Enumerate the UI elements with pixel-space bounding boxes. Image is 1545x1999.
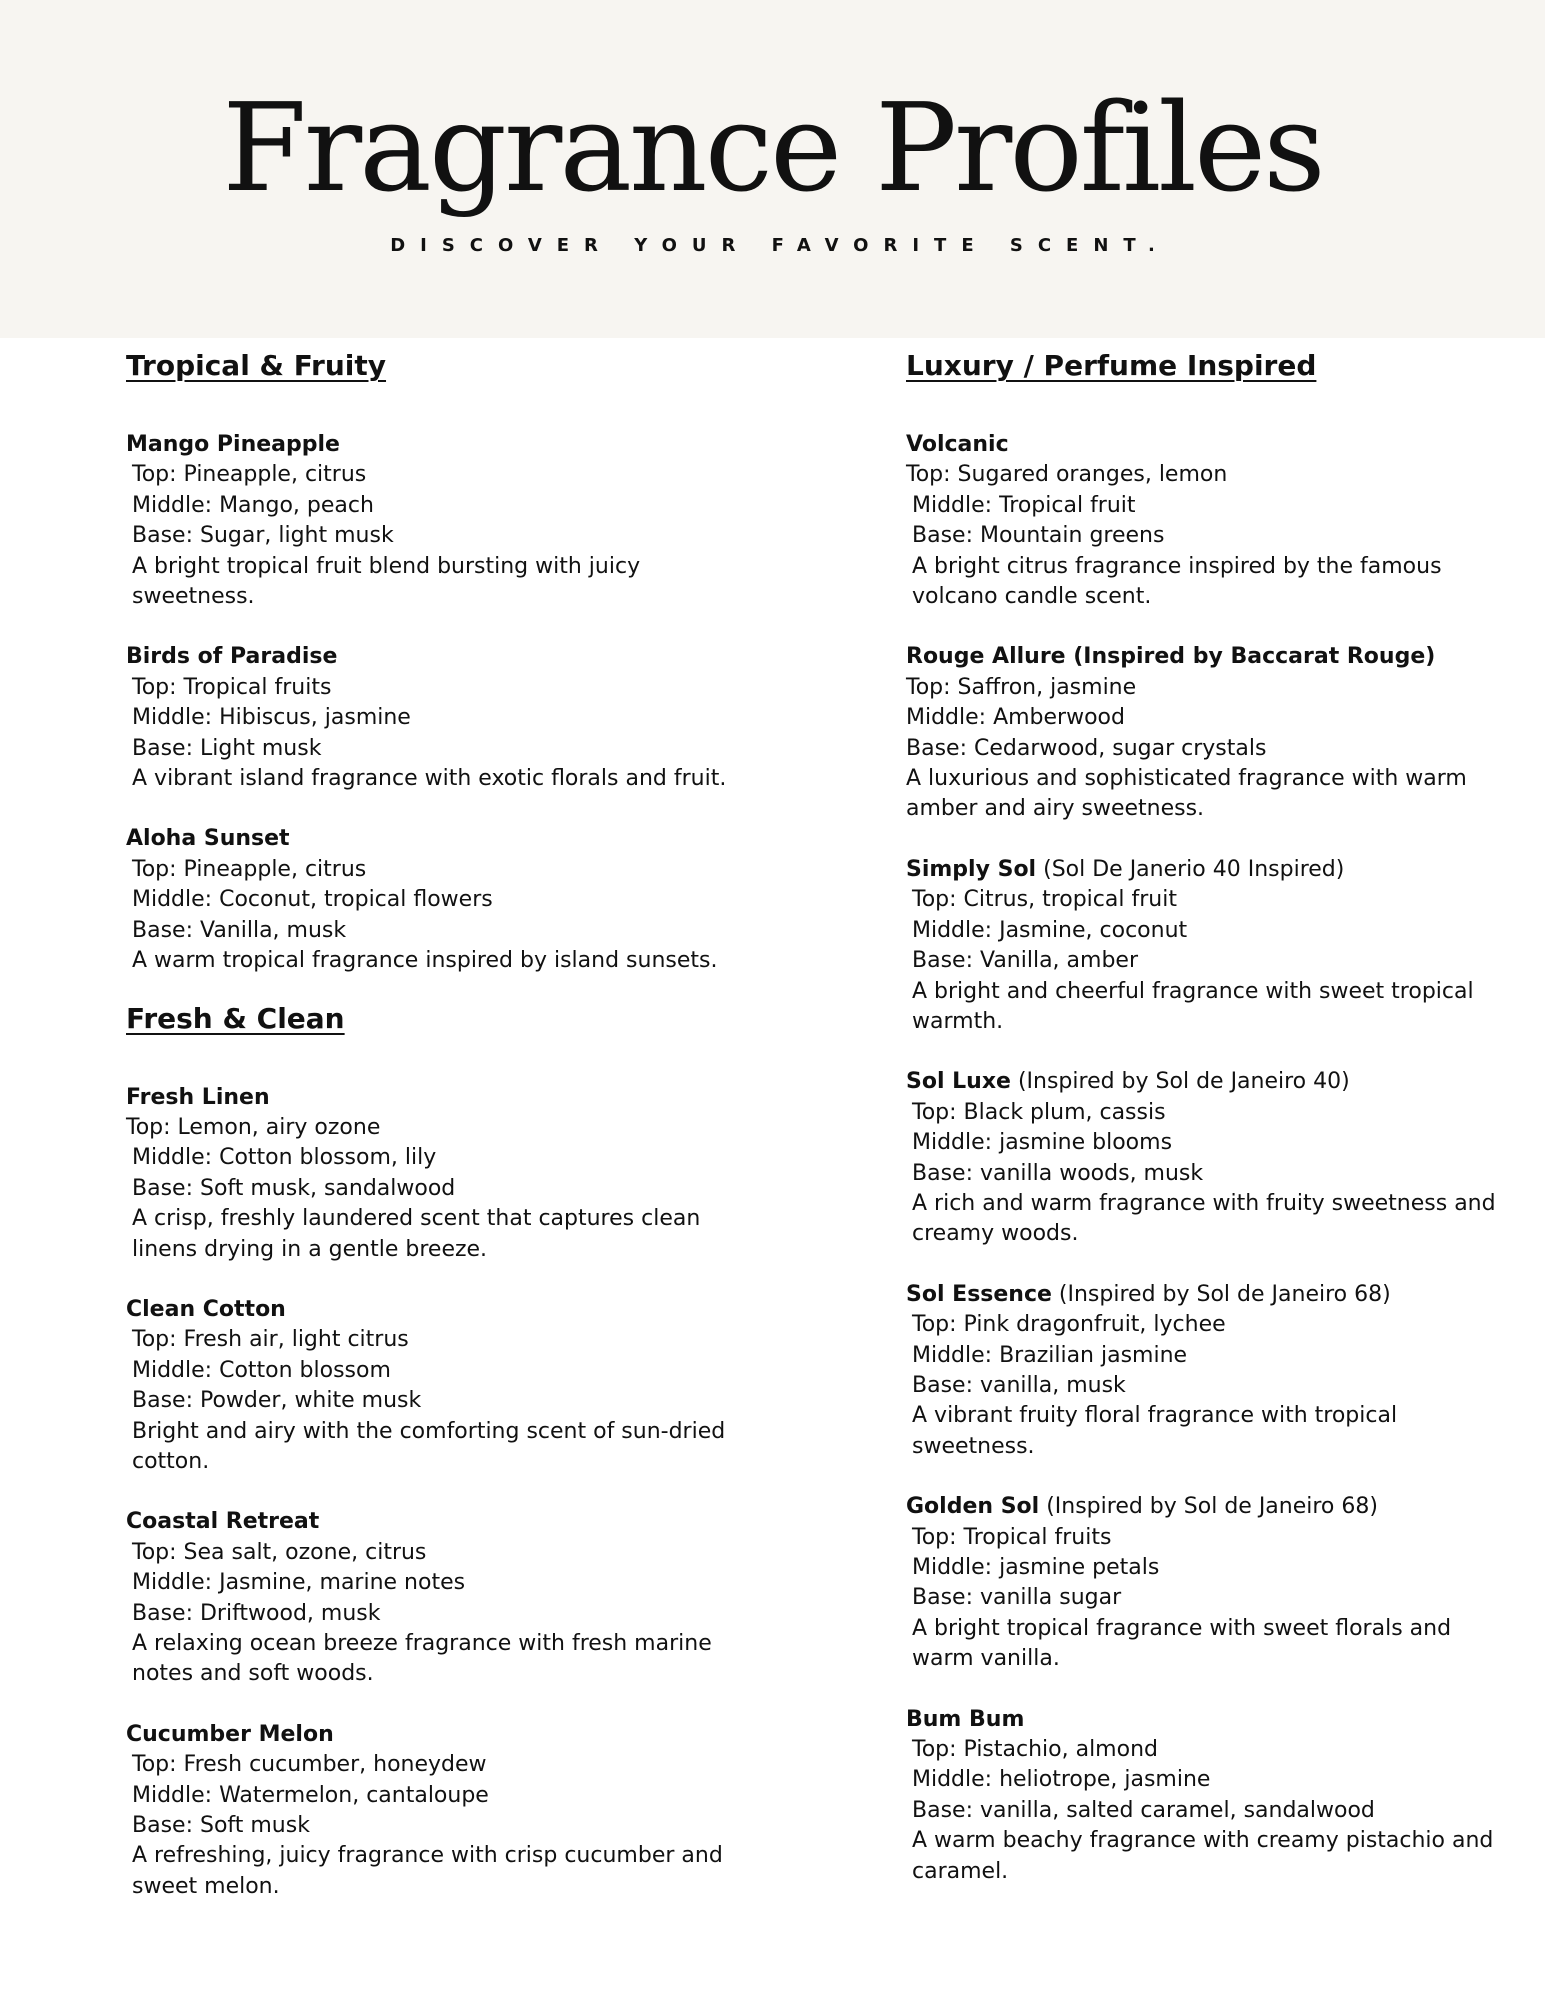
entry-name-line — [906, 1067, 1496, 1097]
middle-notes: Middle: Cotton blossom — [132, 1357, 391, 1383]
entry-name: Cucumber Melon — [126, 1721, 334, 1747]
entry-name-line — [126, 1083, 766, 1113]
middle-notes: Middle: Amberwood — [906, 705, 1125, 731]
entry-description: A rich and warm fragrance with fruity sweetness and creamy woods. — [912, 1190, 1496, 1247]
entry-name-line — [906, 855, 1496, 885]
top-notes: Top: Citrus, tropical fruit — [912, 887, 1177, 913]
entry-name-line — [126, 1720, 766, 1750]
fragrance-entry — [126, 1083, 766, 1265]
entry-name: Bum Bum — [906, 1706, 1025, 1732]
entry-name-line — [126, 1507, 766, 1537]
fragrance-entry — [906, 1492, 1496, 1674]
entry-name-line — [906, 430, 1496, 460]
page-title: Fragrance Profiles — [222, 77, 1323, 219]
top-notes: Top: Sea salt, ozone, citrus — [132, 1539, 427, 1565]
base-notes: Base: Cedarwood, sugar crystals — [906, 735, 1267, 761]
fragrance-entry — [906, 1280, 1496, 1462]
fragrance-entry — [126, 1720, 766, 1902]
middle-notes: Middle: Jasmine, coconut — [912, 917, 1188, 943]
fragrance-entry — [906, 855, 1496, 1037]
entry-description: Bright and airy with the comforting scent of sun-dried cotton. — [132, 1418, 726, 1474]
fragrance-entry — [906, 430, 1496, 612]
entry-name: Sol Essence — [906, 1281, 1052, 1307]
entry-name: Volcanic — [906, 432, 1009, 457]
page-subtitle: DISCOVER YOUR FAVORITE SCENT. — [390, 235, 1170, 256]
middle-notes: Middle: Mango, peach — [132, 492, 374, 518]
top-notes: Top: Pink dragonfruit, lychee — [912, 1312, 1226, 1338]
base-notes: Base: vanilla, musk — [912, 1372, 1126, 1398]
base-notes: Base: vanilla, salted caramel, sandalwood — [912, 1797, 1375, 1823]
entry-name-line — [906, 1280, 1496, 1310]
entry-description: A luxurious and sophisticated fragrance with warm amber and airy sweetness. — [906, 766, 1467, 822]
fragrance-entry — [126, 824, 766, 976]
entry-name-line — [126, 824, 766, 854]
entry-description: A refreshing, juicy fragrance with crisp cucumber and sweet melon. — [132, 1843, 723, 1899]
middle-notes: Middle: Brazilian jasmine — [912, 1342, 1188, 1368]
entry-description: A warm tropical fragrance inspired by island sunsets. — [132, 948, 718, 974]
middle-notes: Middle: Jasmine, marine notes — [132, 1570, 466, 1596]
middle-notes: Middle: Coconut, tropical flowers — [132, 887, 493, 913]
top-notes: Top: Black plum, cassis — [912, 1099, 1166, 1125]
entry-inspired-note: (Inspired by Sol de Janeiro 40) — [1017, 1069, 1350, 1095]
base-notes: Base: vanilla woods, musk — [912, 1160, 1204, 1186]
entry-inspired-note: (Inspired by Sol de Janeiro 68) — [1046, 1494, 1378, 1520]
base-notes: Base: Mountain greens — [912, 523, 1165, 549]
entry-name-line — [906, 642, 1496, 672]
entry-description: A warm beachy fragrance with creamy pistachio and caramel. — [912, 1828, 1494, 1884]
top-notes: Top: Fresh air, light citrus — [132, 1327, 409, 1353]
base-notes: Base: Soft musk — [132, 1813, 310, 1839]
top-notes: Top: Pineapple, citrus — [132, 856, 367, 882]
fragrance-entry — [126, 430, 766, 612]
entry-description: A bright tropical fragrance with sweet florals and warm vanilla. — [912, 1615, 1452, 1672]
header-banner — [0, 0, 1545, 338]
entry-inspired-note: (Sol De Janerio 40 Inspired) — [1043, 856, 1345, 882]
entry-name: Golden Sol — [906, 1494, 1040, 1520]
section-heading-fresh: Fresh & Clean — [126, 1001, 345, 1035]
base-notes: Base: Light musk — [132, 735, 322, 761]
middle-notes: Middle: jasmine blooms — [912, 1130, 1173, 1156]
entry-description: A vibrant island fragrance with exotic florals and fruit. — [132, 766, 727, 792]
top-notes: Top: Sugared oranges, lemon — [906, 462, 1228, 488]
middle-notes: Middle: heliotrope, jasmine — [912, 1767, 1211, 1793]
entry-description: A relaxing ocean breeze fragrance with fresh marine notes and soft woods. — [132, 1631, 712, 1687]
entry-name-line — [906, 1705, 1496, 1735]
entry-description: A vibrant fruity floral fragrance with tropical sweetness. — [912, 1403, 1398, 1459]
entry-name: Sol Luxe — [906, 1069, 1011, 1095]
middle-notes: Middle: Tropical fruit — [912, 492, 1136, 518]
entry-name: Mango Pineapple — [126, 432, 340, 457]
base-notes: Base: vanilla sugar — [912, 1585, 1122, 1611]
entry-name: Aloha Sunset — [126, 826, 290, 852]
entry-name: Rouge Allure (Inspired by Baccarat Rouge) — [906, 644, 1436, 670]
top-notes: Top: Fresh cucumber, honeydew — [132, 1752, 487, 1778]
entry-name: Fresh Linen — [126, 1084, 270, 1110]
section-heading-tropical: Tropical & Fruity — [126, 349, 387, 382]
right-column — [906, 346, 1496, 1917]
base-notes: Base: Soft musk, sandalwood — [132, 1175, 456, 1201]
entry-name: Coastal Retreat — [126, 1509, 320, 1535]
top-notes: Top: Tropical fruits — [912, 1524, 1112, 1550]
entry-name-line — [906, 1492, 1496, 1522]
top-notes: Top: Lemon, airy ozone — [126, 1114, 381, 1140]
section-heading-luxury: Luxury / Perfume Inspired — [906, 349, 1317, 382]
base-notes: Base: Vanilla, amber — [912, 948, 1139, 974]
middle-notes: Middle: Watermelon, cantaloupe — [132, 1782, 489, 1808]
entry-inspired-note: (Inspired by Sol de Janeiro 68) — [1058, 1281, 1391, 1307]
top-notes: Top: Pistachio, almond — [912, 1737, 1158, 1763]
fragrance-entry — [126, 1507, 766, 1689]
middle-notes: Middle: Cotton blossom, lily — [132, 1145, 437, 1171]
fragrance-entry — [906, 1067, 1496, 1249]
fragrance-entry — [906, 1705, 1496, 1887]
fragrance-entry — [126, 1295, 766, 1477]
entry-description: A bright and cheerful fragrance with sweet tropical warmth. — [912, 978, 1474, 1034]
base-notes: Base: Driftwood, musk — [132, 1600, 381, 1626]
middle-notes: Middle: Hibiscus, jasmine — [132, 705, 411, 731]
top-notes: Top: Tropical fruits — [132, 674, 332, 700]
top-notes: Top: Pineapple, citrus — [132, 462, 367, 488]
entry-name-line — [126, 430, 766, 460]
top-notes: Top: Saffron, jasmine — [906, 674, 1137, 700]
entry-name: Simply Sol — [906, 856, 1037, 882]
entry-description: A crisp, freshly laundered scent that captures clean linens drying in a gentle breeze. — [132, 1206, 701, 1262]
base-notes: Base: Powder, white musk — [132, 1388, 422, 1414]
fragrance-entry — [126, 642, 766, 794]
entry-description: A bright citrus fragrance inspired by the famous volcano candle scent. — [912, 553, 1442, 610]
entry-name: Birds of Paradise — [126, 644, 338, 670]
entry-name-line — [126, 642, 766, 672]
middle-notes: Middle: jasmine petals — [912, 1555, 1160, 1580]
base-notes: Base: Sugar, light musk — [132, 523, 394, 549]
entry-name-line — [126, 1295, 766, 1325]
entry-description: A bright tropical fruit blend bursting with juicy sweetness. — [132, 553, 641, 610]
base-notes: Base: Vanilla, musk — [132, 917, 347, 943]
fragrance-entry — [906, 642, 1496, 824]
entry-name: Clean Cotton — [126, 1296, 286, 1322]
left-column — [126, 346, 766, 1932]
